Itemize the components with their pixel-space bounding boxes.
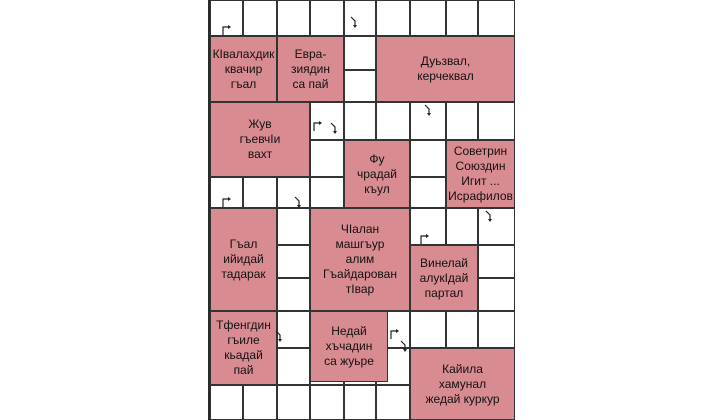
arrow-right-icon xyxy=(313,120,323,132)
grid-cell[interactable] xyxy=(344,102,376,140)
grid-cell[interactable] xyxy=(277,385,310,420)
grid-cell[interactable] xyxy=(478,0,515,36)
grid-cell[interactable] xyxy=(478,245,515,278)
arrow-down-icon xyxy=(330,122,340,134)
clue-text-9: Винелай алукIдай партал xyxy=(419,255,469,300)
arrow-down-icon xyxy=(424,104,434,116)
crossword-grid xyxy=(208,0,513,420)
grid-cell[interactable] xyxy=(410,0,446,36)
grid-cell[interactable] xyxy=(243,385,277,420)
clue-block-12 xyxy=(410,348,515,420)
grid-cell[interactable] xyxy=(310,385,344,420)
arrow-down-icon xyxy=(400,340,410,352)
grid-cell[interactable] xyxy=(446,102,478,140)
grid-cell[interactable] xyxy=(376,385,410,420)
clue-block-1 xyxy=(210,36,277,102)
grid-cell[interactable] xyxy=(446,0,478,36)
arrow-right-icon xyxy=(420,233,430,245)
clue-block-8 xyxy=(310,208,410,311)
clue-text-4: Жув гъевчIи вахт xyxy=(239,117,281,161)
arrow-right-icon xyxy=(222,196,232,208)
grid-cell[interactable] xyxy=(344,0,376,36)
arrow-down-icon xyxy=(350,16,360,28)
grid-cell[interactable] xyxy=(310,177,344,208)
grid-cell[interactable] xyxy=(277,348,310,385)
grid-cell[interactable] xyxy=(277,245,310,278)
clue-text-6: Советрин Союздин Игит ... Исрафилов xyxy=(448,144,513,203)
grid-cell[interactable] xyxy=(478,102,515,140)
arrow-right-icon xyxy=(390,328,400,340)
grid-cell[interactable] xyxy=(277,278,310,311)
clue-text-11: Недай хъчадин са жуьре xyxy=(324,324,374,368)
clue-text-10: Тфенгдин гъиле кьадай пай xyxy=(216,318,271,377)
clue-block-11 xyxy=(310,311,388,382)
grid-cell[interactable] xyxy=(243,177,277,208)
clue-text-12: Кайила хамунал жедай куркур xyxy=(425,361,500,406)
clue-block-4 xyxy=(210,102,310,177)
grid-cell[interactable] xyxy=(310,0,344,36)
grid-cell[interactable] xyxy=(344,70,376,102)
grid-cell[interactable] xyxy=(410,311,446,348)
clue-text-8: ЧIалан машгъур алим Гъайдарован тIвар xyxy=(323,222,397,296)
grid-cell[interactable] xyxy=(478,278,515,311)
clue-block-2 xyxy=(277,36,344,102)
grid-cell[interactable] xyxy=(310,140,344,177)
arrow-down-icon xyxy=(275,330,285,342)
grid-cell[interactable] xyxy=(478,311,515,348)
grid-cell[interactable] xyxy=(446,208,478,245)
grid-cell[interactable] xyxy=(344,385,376,420)
grid-cell[interactable] xyxy=(410,140,446,177)
clue-text-2: Евра- зиядин са пай xyxy=(290,46,331,91)
grid-cell[interactable] xyxy=(410,177,446,208)
clue-block-9 xyxy=(410,245,478,311)
arrow-right-icon xyxy=(222,24,232,36)
clue-block-6 xyxy=(446,140,515,208)
clue-block-10 xyxy=(210,311,277,385)
clue-block-5 xyxy=(344,140,410,208)
clue-block-7 xyxy=(210,208,277,311)
clue-text-5: Фу чрадай къул xyxy=(357,151,397,196)
grid-cell[interactable] xyxy=(376,102,410,140)
grid-cell[interactable] xyxy=(446,311,478,348)
arrow-down-icon xyxy=(294,196,304,208)
grid-cell[interactable] xyxy=(478,208,515,245)
grid-cell[interactable] xyxy=(243,0,277,36)
grid-cell[interactable] xyxy=(277,0,310,36)
arrow-down-icon xyxy=(485,210,495,222)
grid-cell[interactable] xyxy=(277,208,310,245)
clue-text-1: КIвалахдик квачир гъал xyxy=(212,46,275,91)
clue-text-7: Гъал ийидай тадарак xyxy=(221,237,266,281)
grid-cell[interactable] xyxy=(210,385,243,420)
grid-cell[interactable] xyxy=(344,36,376,70)
grid-cell[interactable] xyxy=(376,0,410,36)
clue-text-3: Дуьзвал, керчеквал xyxy=(417,54,474,83)
clue-block-3 xyxy=(376,36,515,102)
